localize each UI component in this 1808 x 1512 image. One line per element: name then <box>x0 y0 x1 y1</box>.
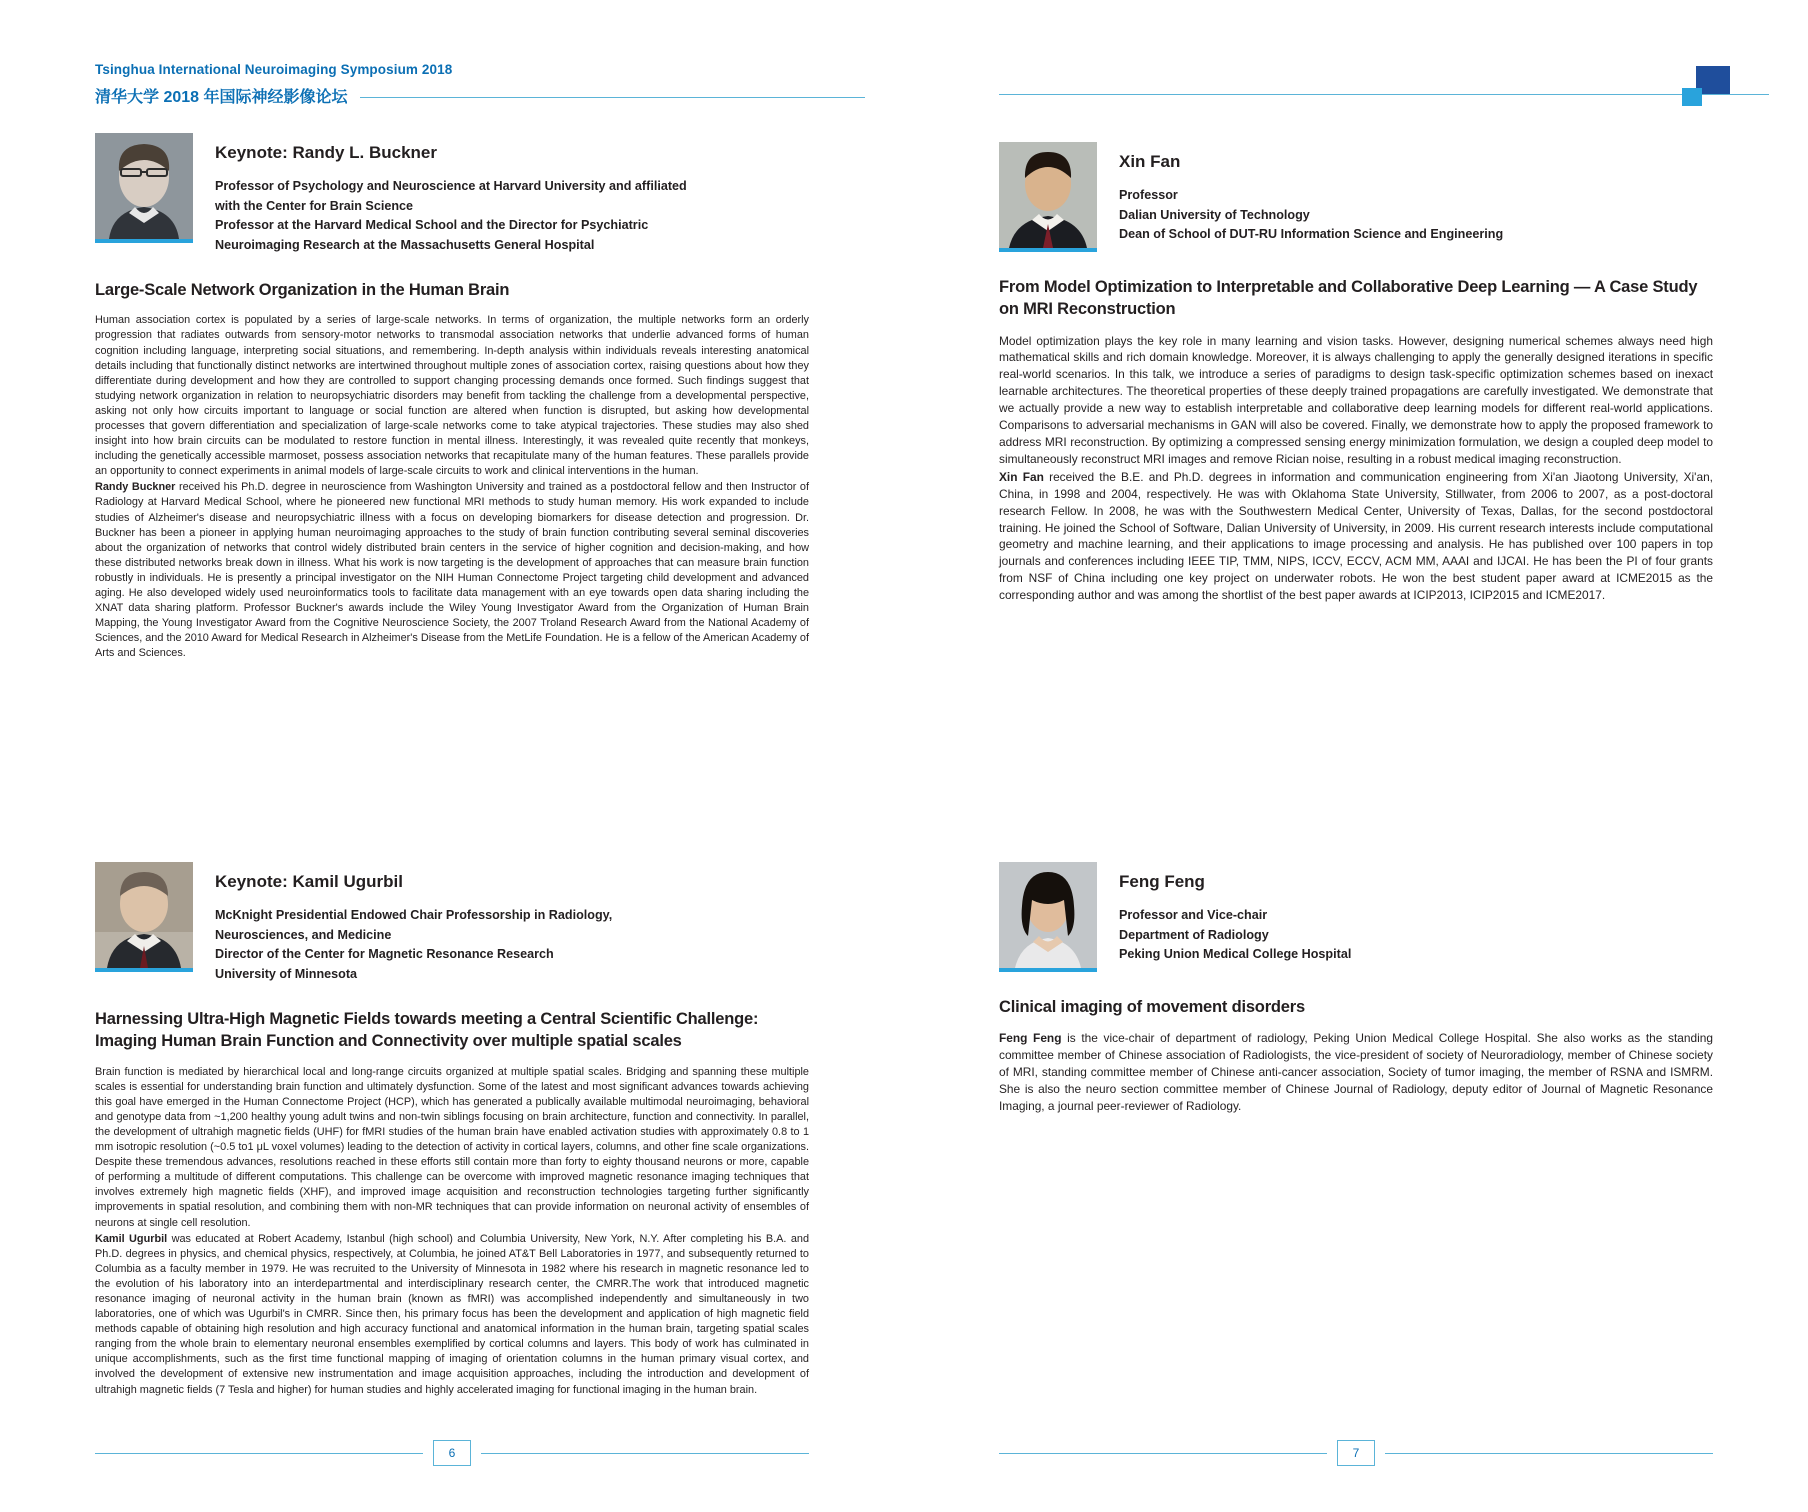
avatar <box>95 862 193 972</box>
avatar-accent-bar <box>95 968 193 972</box>
speaker-affiliation-line: Department of Radiology <box>1119 927 1269 942</box>
portrait-randy-buckner <box>95 133 193 239</box>
talk-title: From Model Optimization to Interpretable and Collaborative Deep Learning — A Case Study on MRI Reconstruction <box>999 278 1698 319</box>
bio-lead: Xin Fan <box>999 469 1044 484</box>
speaker-affiliation-line: Dalian University of Technology <box>1119 207 1310 222</box>
talk-abstract <box>95 313 809 661</box>
page-footer-left <box>95 1440 809 1466</box>
portrait-xin-fan <box>999 142 1097 248</box>
bio-lead: Feng Feng <box>999 1031 1062 1046</box>
speaker-affiliation-line: Professor of Psychology and Neuroscience at Harvard University and affiliated <box>215 179 687 193</box>
speaker-block-feng-feng <box>999 862 1713 1115</box>
speaker-name-sep: : <box>282 872 293 891</box>
speaker-name-text: Randy L. Buckner <box>292 143 438 162</box>
avatar-accent-bar <box>999 248 1097 252</box>
abstract-paragraph: Model optimization plays the key role in many learning and vision tasks. However, designing numerical schemes always need high mathematical skills and rich domain knowledge. Moreover, it is always challenging to apply the generally designed iterations in specific real-world scenarios. In this talk, we introduce a series of paradigms to design task-specific optimization schemes based on inexact learnable architectures. The theoretical properties of these deeply trained propagations are carefully investigated. We demonstrate that we actually provide a new way to establish interpretable and collaborative deep learning models for different real-world applications. Comparisons to adversarial mechanisms in GAN will also be covered. Finally, we demonstrate how to apply the proposed framework to address MRI reconstruction. By optimizing a compressed sensing energy minimization formulation, we design a coupled deep model to simultaneously reconstruct MRI images and remove Rician noise, resulting in a robust medical imaging reconstruction. <box>999 333 1713 466</box>
speaker-name-text: Kamil Ugurbil <box>292 872 403 891</box>
speaker-name-text: Xin Fan <box>1119 152 1181 171</box>
speaker-identity <box>95 862 809 984</box>
speaker-affiliation-line: Professor and Vice-chair <box>1119 908 1268 922</box>
speaker-affiliation-line: Neuroimaging Research at the Massachusetts General Hospital <box>215 237 595 252</box>
speaker-affiliation-line: Professor at the Harvard Medical School and the Director for Psychiatric <box>215 218 649 233</box>
speaker-identity <box>999 142 1713 252</box>
speaker-affiliation-line: with the Center for Brain Science <box>215 198 414 213</box>
footer-rule-left <box>95 1453 423 1454</box>
abstract-paragraph: Brain function is mediated by hierarchical local and long-range circuits organized at multiple spatial scales. Bridging and spanning these multiple scales is essential for understanding brain function and ultimately dysfunction. Some of the latest and most significant advances towards achieving this goal have emerged in the Human Connectome Project (HCP), which has generated a publically available multimodal neuroimaging, behavioral and genotype data from ~1,200 healthy young adult twins and non-twin siblings focusing on brain architecture, function and connectivity. In parallel, the development of ultrahigh magnetic fields (UHF) for fMRI studies of the human brain have enabled activation studies with approximately 0.8 to 1 mm isotropic resolution (~0.5 to1 μL voxel volumes) leading to the detection of activity in cortical layers, columns, and other fine scale organizations. Despite these tremendous advances, resolutions reached in these efforts still contain more than forty to eighty thousand neurons or more, capable of performing a multitude of different computations. This challenge can be overcome with improved magnetic resonance imaging techniques that involves extremely high magnetic fields (XHF), and improved image acquisition and reconstruction technologies targeting further significantly improvements in spatial resolution, and combining them with non-MR techniques that can provide information on neuronal activity of ensembles of neurons at single cell resolution. <box>95 1065 809 1229</box>
speaker-block-ugurbil <box>95 862 809 1398</box>
talk-abstract <box>999 1030 1713 1115</box>
header-title-cn-row <box>95 84 865 107</box>
speaker-name-sep: : <box>282 143 293 162</box>
speaker-identity <box>95 133 809 255</box>
page-header-left <box>95 62 865 107</box>
speaker-affiliation-line: Neurosciences, and Medicine <box>215 927 392 942</box>
bio-paragraph <box>95 480 809 661</box>
speaker-name <box>1119 152 1503 172</box>
speaker-block-xin-fan <box>999 142 1713 604</box>
abstract-paragraph: Human association cortex is populated by a series of large-scale networks. In terms of organization, the multiple networks form an orderly progression that radiates outwards from sensory-motor networks to transmodal association networks that underlie advanced forms of human cognition including language, interpreting social situations, and remembering. In-depth analysis within individuals reveals interesting anatomical details including that functionally distinct networks are intertwined throughout multiple zones of association cortex, raising questions about how they differentiate during development and how they are controlled to support changing processing demands once formed. Such findings suggest that studying network organization in relation to neuropsychiatric disorders may benefit from tackling the challenge from a developmental perspective, asking not only how circuits important to language or social function are altered when function is disrupted, but asking how developmental processes that govern differentiation and specialization of large-scale networks come to take atypical trajectories. These studies may also shed insight into how brain circuits can be modulated to restore function in mental illness. Interestingly, it was revealed quite recently that monkeys, including the genetically accessible marmoset, possess association networks that recapitulate many of the human features. These parallels provide an opportunity to connect experiments in animal models of large-scale circuits to work and clinical interventions in the human. <box>95 314 809 478</box>
logo-square-cyan <box>1682 88 1702 106</box>
speaker-affiliation-line: Professor <box>1119 188 1178 202</box>
avatar <box>999 142 1097 252</box>
speaker-name <box>215 143 687 163</box>
portrait-kamil-ugurbil <box>95 862 193 968</box>
speaker-block-buckner <box>95 133 809 661</box>
talk-title: Clinical imaging of movement disorders <box>999 998 1305 1016</box>
bio-paragraph <box>999 1030 1713 1115</box>
speaker-info <box>215 862 612 984</box>
bio-text: received the B.E. and Ph.D. degrees in information and communication engineering from Xi'an Jiaotong University, Xi'an, China, in 1998 and 2004, respectively. He was with Oklahoma State University, Stillwater, from 2006 to 2007, as a post-doctoral research Fellow. In 2008, he was with the Southwestern Medical Center, University of Texas, Dallas, for the second postdoctoral training. He joined the School of Software, Dalian University of University, in 2009. His current research interests include computational geometry and machine learning, and their applications to image processing and analysis. He has published over 100 papers in top journals and conferences including IEEE TIP, TMM, NIPS, ICCV, ECCV, ACM MM, AAAI and IJCAI. He has been the PI of four grants from NSF of China including one key project on underwater robots. He won the best student paper award at ICME2015 as the corresponding author and was among the shortlist of the best paper awards at ICIP2013, ICIP2015 and ICME2017. <box>999 469 1713 603</box>
speaker-affiliation-line: Dean of School of DUT-RU Information Science and Engineering <box>1119 227 1504 242</box>
header-title-en: Tsinghua International Neuroimaging Symposium 2018 <box>95 62 453 77</box>
speaker-name-prefix: Keynote <box>215 872 283 891</box>
bio-lead: Kamil Ugurbil <box>95 1232 168 1245</box>
footer-rule-right <box>481 1453 809 1454</box>
bio-text: is the vice-chair of department of radiology, Peking Union Medical College Hospital. She also works as the standing committee member of Chinese association of Radiologists, the vice-president of society of Neuroradiology, member of Chinese society of MRI, standing committee member of Chinese anti-cancer association, Society of tumor imaging, the member of RSNA and ISMRM. She is also the neuro section committee member of Chinese Journal of Radiology, deputy editor of Journal of Magnetic Resonance Imaging, a journal peer-reviewer of Radiology. <box>999 1031 1713 1113</box>
avatar-accent-bar <box>999 968 1097 972</box>
page-header-right <box>999 62 1769 95</box>
speaker-info <box>1119 862 1351 965</box>
bio-paragraph <box>95 1232 809 1398</box>
speaker-affiliation-line: Director of the Center for Magnetic Resonance Research <box>215 947 554 962</box>
avatar <box>999 862 1097 972</box>
page-number: 7 <box>1337 1440 1375 1466</box>
speaker-affiliation-line: Peking Union Medical College Hospital <box>1119 947 1352 962</box>
right-page <box>904 0 1808 1512</box>
header-divider <box>999 94 1769 95</box>
speaker-affiliation-line: McKnight Presidential Endowed Chair Professorship in Radiology, <box>215 908 613 922</box>
avatar-accent-bar <box>95 239 193 243</box>
bio-paragraph <box>999 469 1713 604</box>
bio-text: was educated at Robert Academy, Istanbul (high school) and Columbia University, New York, N.Y. After completing his B.A. and Ph.D. degrees in physics, and chemical physics, respectively, at Columbia, he joined AT&T Bell Laboratories in 1977, and subsequently returned to Columbia as a faculty member in 1979. He was recruited to the University of Minnesota in 1982 where his research in magnetic resonance led to the evolution of his laboratory into an interdepartmental and interdisciplinary research center, the CMRR.The work that introduced magnetic resonance imaging of neuronal activity in the human brain (known as fMRI) was accomplished independently and simultaneously in two laboratories, one of which was Ugurbil's in CMRR. Since then, his primary focus has been the development and application of high magnetic field methods capable of obtaining high resolution and high accuracy functional and anatomical information in the human brain, targeting spatial scales ranging from the whole brain to elementary neuronal ensembles exemplified by cortical columns and layers. This body of work has culminated in unique accomplishments, such as the first time functional mapping of imaging of orientation columns in the human primary visual cortex, and involved the development of extensive new instrumentation and image acquisition approaches, including the introduction and development of ultrahigh magnetic fields (7 Tesla and higher) for human studies and highly accelerated imaging for functional imaging in the human brain. <box>95 1232 810 1396</box>
talk-abstract <box>999 333 1713 605</box>
avatar <box>95 133 193 243</box>
tsinghua-symposium-logo <box>1682 66 1730 106</box>
bio-lead: Randy Buckner <box>95 481 176 494</box>
speaker-name-text: Feng Feng <box>1119 872 1205 891</box>
bio-text: received his Ph.D. degree in neuroscience from Washington University and trained as a postdoctoral fellow and then Instructor of Radiology at Harvard Medical School, where he pioneered new functional MRI methods to study human memory. His work expanded to include studies of Alzheimer's disease and neuropsychiatric illness with a focus on developing biomarkers for disease detection and progression. Dr. Buckner has been a pioneer in applying human neuroimaging approaches to the study of brain function contributing several seminal discoveries about the organization of networks that control widely distributed brain centers in the service of higher cognition and decision-making, and how these distributed networks break down in illness. What his work is now targeting is the development of approaches that can measure brain function robustly in individuals. He is presently a principal investigator on the NIH Human Connectome Project targeting child development and advanced aging. He also developed widely used neuroinformatics tools to facilitate data management with an eye towards open data sharing including the XNAT data sharing platform. Professor Buckner's awards include the Wiley Young Investigator Award from the Organization of Human Brain Mapping, the Young Investigator Award from the Cognitive Neuroscience Society, the 2007 Troland Research Award from the National Academy of Sciences, and the 2010 Award for Medical Research in Alzheimer's Disease from the MetLife Foundation. He is a fellow of the American Academy of Arts and Sciences. <box>95 481 810 660</box>
speaker-name-prefix: Keynote <box>215 143 283 162</box>
talk-abstract <box>95 1065 809 1398</box>
portrait-feng-feng <box>999 862 1097 968</box>
page-number: 6 <box>433 1440 471 1466</box>
header-title-cn: 清华大学 2018 年国际神经影像论坛 <box>95 89 348 106</box>
footer-rule-right <box>1385 1453 1713 1454</box>
header-divider <box>360 97 866 98</box>
page-footer-right <box>999 1440 1713 1466</box>
speaker-info <box>1119 142 1503 245</box>
footer-rule-left <box>999 1453 1327 1454</box>
talk-title: Harnessing Ultra-High Magnetic Fields towards meeting a Central Scientific Challenge: Imaging Human Brain Function and Connectivity over multiple spatial scales <box>95 1010 759 1051</box>
talk-title: Large-Scale Network Organization in the Human Brain <box>95 281 510 300</box>
speaker-identity <box>999 862 1713 972</box>
speaker-name <box>1119 872 1351 892</box>
speaker-name <box>215 872 612 892</box>
speaker-info <box>215 133 687 255</box>
speaker-affiliation-line: University of Minnesota <box>215 966 358 981</box>
